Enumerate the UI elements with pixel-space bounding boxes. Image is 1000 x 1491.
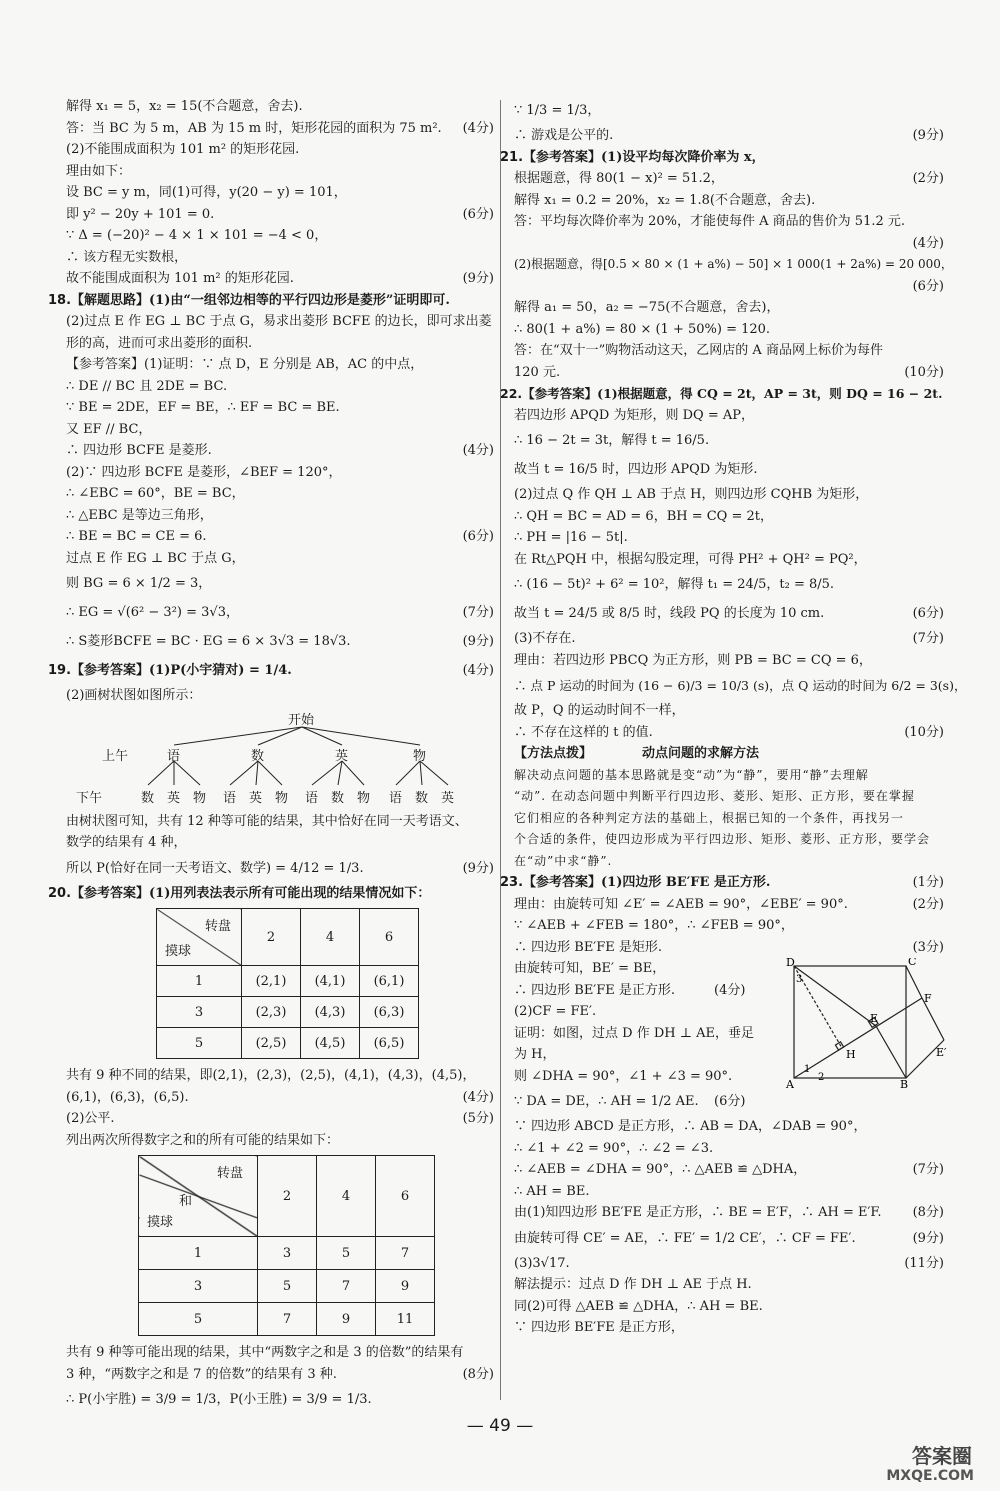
text-line: 解得 x₁ = 0.2 = 20%，x₂ = 1.8(不合题意，舍去). <box>514 192 816 208</box>
tip-line: 个合适的条件，使四边形成为平行四边形、矩形、菱形、正方形，要学会 <box>514 832 931 846</box>
question-19-header: 19.【参考答案】(1)P(小宇猜对) = 1/4. (4分) <box>48 656 494 685</box>
score: (5分) <box>462 1111 494 1126</box>
text-line: 列出两次所得数字之和的所有可能的结果如下： <box>66 1132 340 1148</box>
text-line: 3 种，“两数字之和是 7 的倍数”的结果有 3 种. (8分) <box>66 1364 494 1386</box>
svg-text:3: 3 <box>796 974 803 985</box>
text-line: 解法提示：过点 D 作 DH ⊥ AE 于点 H. <box>514 1277 752 1292</box>
question-18-header: 18.【解题思路】(1)由“一组邻边相等的平行四边形是菱形”证明即可. <box>48 292 450 308</box>
text-line: 则 ∠DHA = 90°，∠1 + ∠3 = 90°. <box>514 1068 733 1084</box>
tree-leaf: 物 <box>275 790 289 806</box>
text-line: 数学的结果有 4 种， <box>66 835 187 850</box>
tree-node: 英 <box>335 748 349 764</box>
score: (2分) <box>912 896 944 912</box>
score: (10分) <box>904 364 944 380</box>
text-line: (2)过点 Q 作 QH ⊥ AB 于点 H，则四边形 CQHB 为矩形， <box>514 487 869 502</box>
text-line: 由旋转可知，BE′ = BE， <box>514 961 666 976</box>
text-line: (2)∵ 四边形 BCFE 是菱形，∠BEF = 120°， <box>66 464 342 480</box>
tree-label-pm: 下午 <box>76 790 103 806</box>
score: (3分) <box>912 939 944 955</box>
text-line: ∴ QH = BC = AD = 6，BH = CQ = 2t， <box>514 508 773 524</box>
text-line: ∵ 四边形 BE′FE 是正方形， <box>514 1320 684 1335</box>
svg-text:A: A <box>786 1078 794 1090</box>
tree-leaf: 数 <box>415 790 429 806</box>
watermark-logo: 答案圈 <box>912 1444 972 1468</box>
score: (1分) <box>912 875 944 890</box>
text-line <box>514 233 944 255</box>
svg-text:D: D <box>786 958 795 969</box>
text-line: ∵ 1/3 = 1/3， <box>514 103 601 118</box>
score: (11分) <box>904 1255 944 1271</box>
text-line: 若四边形 APQD 为矩形，则 DQ = AP， <box>514 407 754 423</box>
tree-leaf: 英 <box>249 790 263 806</box>
svg-text:B: B <box>900 1078 909 1090</box>
text-line: 又 EF // BC， <box>66 421 152 437</box>
svg-text:E′: E′ <box>936 1046 947 1059</box>
score: (6分) <box>462 206 494 222</box>
text-line: (2)过点 E 作 EG ⊥ BC 于点 G，易求出菱形 BCFE 的边长，即可求出菱 <box>66 314 492 329</box>
result-table-pairs: 转盘 摸球 2 4 6 1 (2,1) (4,1) (6,1) 3 (2,3) (4,3) (6,3) 5 (2,5) (4,5) (6,5) <box>156 908 419 1059</box>
text-line: 故当 t = 24/5 或 8/5 时，线段 PQ 的长度为 10 cm. (6分) <box>514 599 944 628</box>
tree-leaf: 语 <box>389 790 403 806</box>
text-line: ∵ BE = 2DE，EF = BE，∴ EF = BC = BE. <box>66 400 340 415</box>
score: (7分) <box>912 1162 944 1177</box>
text-line: 共有 9 种不同的结果，即(2,1)，(2,3)，(2,5)，(4,1)，(4,3)，(4,5)， <box>66 1068 476 1083</box>
score: (9分) <box>462 860 494 876</box>
question-20-header: 20.【参考答案】(1)用列表法表示所有可能出现的结果情况如下： <box>48 885 431 901</box>
text-line: 所以 P(恰好在同一天考语文、数学) = 4/12 = 1/3. (9分) <box>66 854 494 883</box>
text-line: (2)画树状图如图所示： <box>66 688 202 703</box>
svg-text:H: H <box>846 1048 856 1061</box>
tree-leaf: 语 <box>223 790 237 806</box>
result-table-sums: 转盘 和 摸球 2 4 6 1 3 5 7 3 5 7 9 5 7 9 11 <box>138 1155 435 1336</box>
text-line: ∴ ∠1 + ∠2 = 90°，∴ ∠2 = ∠3. <box>514 1140 714 1156</box>
text-line: 在 Rt△PQH 中，根据勾股定理，可得 PH² + QH² = PQ²， <box>514 551 867 567</box>
svg-text:E: E <box>870 1012 879 1025</box>
text-line: 形的高，进而可求出菱形的面积. <box>66 335 253 351</box>
page-number: — 49 — <box>466 1416 534 1436</box>
text-line: 故不能围成面积为 101 m² 的矩形花园. (9分) <box>66 268 494 290</box>
score: (4分) <box>462 120 494 136</box>
svg-text:2: 2 <box>818 1072 825 1083</box>
text-line: ∴ P(小宇胜) = 3/9 = 1/3，P(小王胜) = 3/9 = 1/3. <box>66 1392 372 1407</box>
tree-leaf: 语 <box>305 790 319 806</box>
text-line: 解得 a₁ = 50，a₂ = −75(不合题意，舍去)， <box>514 300 780 315</box>
tip-line: “动”. 在动态问题中判断平行四边形、菱形、矩形、正方形，要在掌握 <box>514 789 915 803</box>
score: (9分) <box>912 1230 944 1246</box>
tree-node: 语 <box>167 748 181 764</box>
text-line: 120 元. (10分) <box>514 362 944 384</box>
tree-leaf: 数 <box>331 790 345 806</box>
text-line: (6,1)，(6,3)，(6,5). (4分) <box>66 1087 494 1109</box>
text-line: ∴ ∠EBC = 60°，BE = BC， <box>66 486 245 501</box>
text-line: 故 P，Q 的运动时间不一样， <box>514 703 685 718</box>
tree-leaf: 英 <box>441 790 455 806</box>
text-line: ∴ S菱形BCFE = BC · EG = 6 × 3√3 = 18√3. (9分) <box>66 627 494 656</box>
text-line: 过点 E 作 EG ⊥ BC 于点 G， <box>66 550 245 566</box>
score: (7分) <box>462 605 494 620</box>
text-line: 共有 9 种等可能出现的结果，其中“两数字之和是 3 的倍数”的结果有 <box>66 1345 464 1360</box>
text-line: (2)CF = FE′. <box>514 1004 597 1019</box>
score: (9分) <box>462 271 494 286</box>
score: (9分) <box>912 128 944 143</box>
question-22-header: 22.【参考答案】(1)根据题意，得 CQ = 2t，AP = 3t，则 DQ = 16 − 2t. <box>500 386 943 401</box>
text-line: ∴ DE // BC 且 2DE = BC. <box>66 378 228 394</box>
text-line: 答：在“双十一”购物活动这天，乙网店的 A 商品网上标价为每件 <box>514 343 883 358</box>
score: (6分) <box>714 1094 746 1109</box>
svg-text:F: F <box>924 992 932 1005</box>
score: (7分) <box>912 631 944 646</box>
question-23-header: 23.【参考答案】(1)四边形 BE′FE 是正方形. (1分) <box>500 872 944 894</box>
text-line: ∴ 16 − 2t = 3t，解得 t = 16/5. <box>514 433 710 448</box>
text-line: ∴ △EBC 是等边三角形， <box>66 507 213 523</box>
score: (6分) <box>912 606 944 621</box>
text-line: 理由：若四边形 PBCQ 为正方形，则 PB = BC = CQ = 6， <box>514 652 872 668</box>
tree-leaf: 英 <box>167 790 181 806</box>
text-line: (3)3√17. (11分) <box>514 1253 944 1275</box>
text-line: ∴ BE = BC = CE = 6. (6分) <box>66 526 494 548</box>
text-line: ∴ 四边形 BE′FE 是正方形. (4分) <box>514 980 944 1002</box>
text-line: 理由：由旋转可知 ∠E′ = ∠AEB = 90°，∠EBE′ = 90°. (2分) <box>514 894 944 916</box>
text-line: ∴ 点 P 运动的时间为 (16 − 6)/3 = 10/3 (s)，点 Q 运动的时间为 6/2 = 3(s)， <box>514 678 967 693</box>
score: (8分) <box>912 1205 944 1220</box>
text-line: ∴ (16 − 5t)² + 6² = 10²，解得 t₁ = 24/5，t₂ = 8/5. <box>514 577 835 592</box>
score: (4分) <box>714 982 746 998</box>
score: (4分) <box>912 235 944 251</box>
score: (2分) <box>912 171 944 186</box>
score: (6分) <box>912 278 944 294</box>
text-line: 证明：如图，过点 D 作 DH ⊥ AE，垂足 <box>514 1025 754 1041</box>
text-line: ∴ PH = |16 − 5t|. <box>514 530 628 545</box>
text-line: 解得 x₁ = 5，x₂ = 15(不合题意，舍去). <box>66 99 303 114</box>
text-line: 答：平均每次降价率为 20%，才能使每件 A 商品的售价为 51.2 元. <box>514 214 906 229</box>
text-line: ∴ 四边形 BCFE 是菱形. (4分) <box>66 440 494 462</box>
question-21-header: 21.【参考答案】(1)设平均每次降价率为 x， <box>500 149 765 165</box>
tree-label-am: 上午 <box>102 748 129 764</box>
text-line: 由树状图可知，共有 12 种等可能的结果，其中恰好在同一天考语文、 <box>66 813 468 829</box>
tree-leaf: 物 <box>357 790 371 806</box>
text-line: 【参考答案】(1)证明：∵ 点 D，E 分别是 AB，AC 的中点， <box>66 357 424 372</box>
tree-diagram <box>66 709 494 809</box>
text-line: ∴ 四边形 BE′FE 是矩形. (3分) <box>514 937 944 959</box>
text-line: 根据题意，得 80(1 − x)² = 51.2， (2分) <box>514 168 944 190</box>
text-line: 答：当 BC 为 5 m，AB 为 15 m 时，矩形花园的面积为 75 m². (4分) <box>66 118 494 140</box>
tip-line: 解决动点问题的基本思路就是变“动”为“静”，要用“静”去理解 <box>514 767 869 782</box>
right-column <box>500 96 967 1339</box>
text-line: 即 y² − 20y + 101 = 0. (6分) <box>66 204 494 226</box>
tip-line: 它们相应的各种判定方法的基础上，根据已知的一个条件，再找另一 <box>514 810 905 825</box>
score: (9分) <box>462 634 494 649</box>
text-line: (2)不能围成面积为 101 m² 的矩形花园. <box>66 142 300 157</box>
tree-leaf: 数 <box>141 790 155 806</box>
text-line: 为 H， <box>514 1047 556 1062</box>
q23-with-figure <box>514 958 947 1116</box>
text-line: ∴ 不存在这样的 t 的值. (10分) <box>514 722 944 744</box>
svg-text:1: 1 <box>804 1064 811 1075</box>
score: (4分) <box>462 663 494 678</box>
text-line: (3)不存在. (7分) <box>514 628 944 650</box>
tree-node: 数 <box>251 748 265 764</box>
score: (6分) <box>462 529 494 544</box>
text-line: 则 BG = 6 × 1/2 = 3， <box>66 576 212 591</box>
text-line: ∴ 游戏是公平的. (9分) <box>514 125 944 147</box>
score: (10分) <box>904 724 944 740</box>
left-column <box>48 96 494 1414</box>
text-line: 同(2)可得 △AEB ≌ △DHA，∴ AH = BE. <box>514 1298 763 1314</box>
text-line: ∴ EG = √(6² − 3²) = 3√3， (7分) <box>66 598 494 627</box>
method-tip-header: 【方法点拨】 动点问题的求解方法 <box>514 746 760 761</box>
svg-text:C: C <box>908 958 917 968</box>
text-line: (2)公平. (5分) <box>66 1108 494 1130</box>
text-line: ∵ ∠AEB + ∠FEB = 180°，∴ ∠FEB = 90°， <box>514 918 794 933</box>
tree-leaf: 物 <box>193 790 207 806</box>
text-line: ∴ ∠AEB = ∠DHA = 90°，∴ △AEB ≌ △DHA， (7分) <box>514 1159 944 1181</box>
text-line: ∴ 80(1 + a%) = 80 × (1 + 50%) = 120. <box>514 321 771 337</box>
tree-root: 开始 <box>288 712 315 728</box>
score: (4分) <box>462 443 494 458</box>
text-line: ∴ 该方程无实数根， <box>66 249 188 265</box>
text-line: 由旋转可得 CE′ = AE，∴ FE′ = 1/2 CE′，∴ CF = FE′. (9分) <box>514 1224 944 1253</box>
text-line: ∵ Δ = (−20)² − 4 × 1 × 101 = −4 < 0， <box>66 228 328 243</box>
text-line: 理由如下： <box>66 163 132 179</box>
text-line <box>514 276 944 298</box>
text-line: ∵ DA = DE，∴ AH = 1/2 AE. (6分) <box>514 1087 944 1116</box>
text-line: ∴ AH = BE. <box>514 1183 590 1199</box>
score: (4分) <box>462 1089 494 1105</box>
text-line: 故当 t = 16/5 时，四边形 APQD 为矩形. <box>514 462 758 477</box>
watermark-url: MXQE.COM <box>886 1468 974 1484</box>
column-divider <box>500 100 501 1400</box>
text-line: 由(1)知四边形 BE′FE 是正方形，∴ BE = E′F，∴ AH = E′F. (8分) <box>514 1202 944 1224</box>
tip-line: 在“动”中求“静”. <box>514 853 613 868</box>
text-line: 设 BC = y m，同(1)可得，y(20 − y) = 101， <box>66 185 347 200</box>
score: (8分) <box>462 1366 494 1382</box>
text-line: (2)根据题意，得[0.5 × 80 × (1 + a%) − 50] × 1 000(1 + 2a%) = 20 000， <box>514 257 953 271</box>
text-line: ∵ 四边形 ABCD 是正方形，∴ AB = DA，∠DAB = 90°， <box>514 1119 867 1134</box>
tree-node: 物 <box>413 748 427 764</box>
